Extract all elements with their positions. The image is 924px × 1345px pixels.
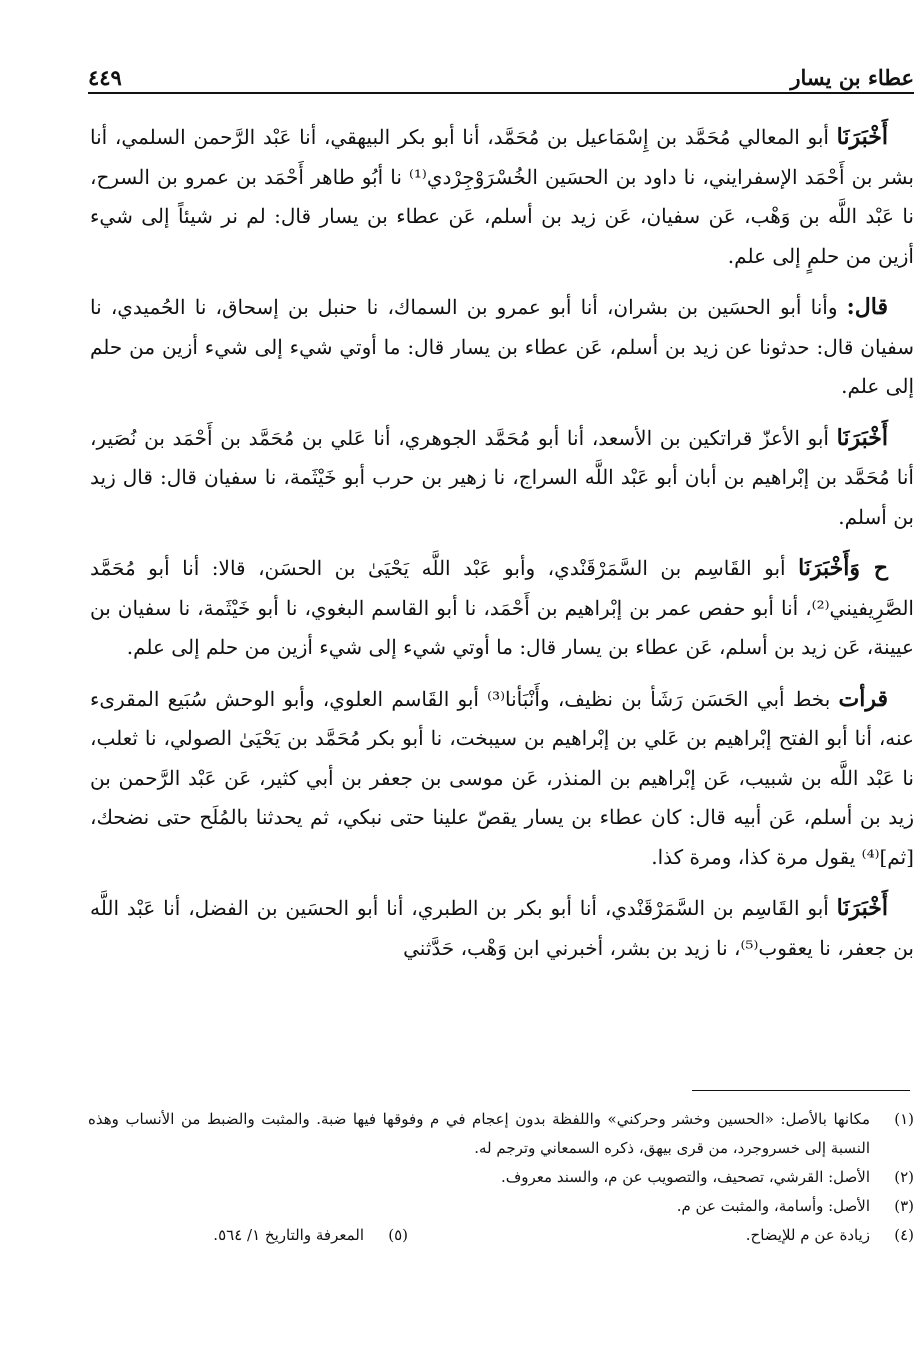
footnote-number: (٤) bbox=[894, 1226, 914, 1244]
paragraph-lead: قال: bbox=[846, 294, 888, 320]
footnote bbox=[88, 1192, 914, 1221]
footnote-number: (٣) bbox=[894, 1197, 914, 1215]
footnote bbox=[88, 1163, 914, 1192]
running-title: عطاء بن يسار bbox=[790, 65, 914, 90]
paragraph-text: أبو المعالي مُحَمَّد بن إِسْمَاعيل بن مُحَمَّد، أنا أبو بكر البيهقي، أنا عَبْد الرَّحمن السلمي، أنا بشر بن أَحْمَد الإسفرايني، نا داود بن الحسَين الخُسْرَوْجِرْدي⁽¹⁾ نا أبُو طاهر أَحْمَد بن عمرو بن السرح، نا عَبْد اللَّه بن وَهْب، عَن سفيان، عَن زيد بن أسلم، عَن عطاء بن يسار قال: لم نر شيئاً إلى شيء أزين من حلمٍ إلى علم. bbox=[90, 125, 914, 268]
paragraph bbox=[90, 680, 914, 878]
footnote-text: زيادة عن م للإيضاح. bbox=[745, 1226, 870, 1244]
paragraph-text: وأنا أبو الحسَين بن بشران، أنا أبو عمرو بن السماك، نا حنبل بن إسحاق، نا الحُميدي، نا سفيان قال: حدثونا عن زيد بن أسلم، عَن عطاء بن يسار قال: ما أوتي شيء إلى شيء أزين من حلم إلى علم. bbox=[90, 295, 914, 398]
footnote-text: الأصل: وأسامة، والمثبت عن م. bbox=[676, 1197, 870, 1215]
footnote-number: (١) bbox=[894, 1110, 914, 1128]
footnote-text: الأصل: القرشي، تصحيف، والتصويب عن م، والسند معروف. bbox=[500, 1168, 870, 1186]
paragraph bbox=[90, 419, 914, 538]
footnote bbox=[88, 1105, 914, 1163]
paragraph-lead: قرأت bbox=[838, 685, 888, 712]
paragraph-lead: أَخْبَرَنَا bbox=[836, 895, 888, 921]
paragraph-lead: أَخْبَرَنَا bbox=[836, 124, 888, 150]
footnote-text: المعرفة والتاريخ ١/ ٥٦٤. bbox=[213, 1226, 364, 1244]
paragraph-text: أبو الأعزّ قراتكين بن الأسعد، أنا أبو مُحَمَّد الجوهري، أنا عَلي بن مُحَمَّد بن أَحْمَد بن نُصَير، أنا مُحَمَّد بن إبْراهيم بن أبان أبو عَبْد اللَّه السراج، نا زهير بن حرب أبو خَيْثَمة، نا سفيان قال: قال زيد بن أسلم. bbox=[90, 425, 914, 529]
footnote bbox=[408, 1221, 914, 1250]
paragraph bbox=[90, 549, 914, 668]
paragraph bbox=[90, 118, 914, 276]
paragraph-text: بخط أبي الحَسَن رَشَأ بن نظيف، وأَنْبَأنا⁽³⁾ أبو القَاسم العلوي، وأبو الوحش سُبَيع المقرىء عنه، أنا أبو الفتح إبْراهيم بن عَلي بن إبْراهيم بن سيبخت، نا أبو بكر مُحَمَّد بن يَحْيَىٰ الصولي، نا ثعلب، نا عَبْد اللَّه بن شبيب، عَن إبْراهيم بن المنذر، عَن موسى بن جعفر بن أبي كثير، عَن عَبْد الرَّحمن بن زيد بن أسلم، عَن أبيه قال: كان عطاء بن يسار يقصّ علينا حتى نبكي، ثم يحدثنا بالمُلَح حتى نضحك، [ثم]⁽⁴⁾ يقول مرة كذا، ومرة كذا. bbox=[90, 686, 914, 869]
paragraph-text: أبو القَاسِم بن السَّمَرْقَنْدي، أنا أبو بكر بن الطبري، أنا أبو الحسَين بن الفضل، أنا عَبْد اللَّه بن جعفر، نا يعقوب⁽⁵⁾، نا زيد بن بشر، أخبرني ابن وَهْب، حَدَّثني bbox=[90, 896, 914, 960]
paragraph bbox=[90, 288, 914, 407]
footnote-row bbox=[88, 1221, 914, 1250]
paragraph-lead: ح وَأَخْبَرَنَا bbox=[798, 555, 889, 581]
paragraph-text: أبو القَاسِم بن السَّمَرْقَنْدي، وأبو عَبْد اللَّه يَحْيَىٰ بن الحسَن، قالا: أنا أبو مُحَمَّد الصَّرِيفيني⁽²⁾، أنا أبو حفص عمر بن إبْراهيم بن أَحْمَد، نا أبو القاسم البغوي، نا أبو خَيْثَمة، نا سفيان بن عيينة، عَن زيد بن أسلم، عَن عطاء بن يسار قال: ما أوتي شيء إلى شيء أزين من حلم إلى علم. bbox=[90, 556, 914, 659]
footnote-number: (٥) bbox=[388, 1226, 408, 1244]
page-header bbox=[88, 58, 914, 94]
paragraph bbox=[90, 889, 914, 968]
page-number: ٤٤٩ bbox=[88, 65, 122, 90]
paragraph-lead: أَخْبَرَنَا bbox=[836, 424, 888, 451]
footnotes bbox=[88, 1105, 914, 1250]
footnote-divider bbox=[692, 1090, 910, 1091]
footnote-text: مكانها بالأصل: «الحسين وخشر وحركني» واللفظة بدون إعجام في م وفوقها فيها ضبة. والمثبت والضبط من الأنساب وهذه النسبة إلى خسروجرد، من قرى بيهق، ذكره السمعاني وترجم له. bbox=[88, 1110, 870, 1157]
footnote-number: (٢) bbox=[894, 1168, 914, 1186]
main-text bbox=[90, 118, 914, 980]
footnote bbox=[88, 1221, 408, 1250]
